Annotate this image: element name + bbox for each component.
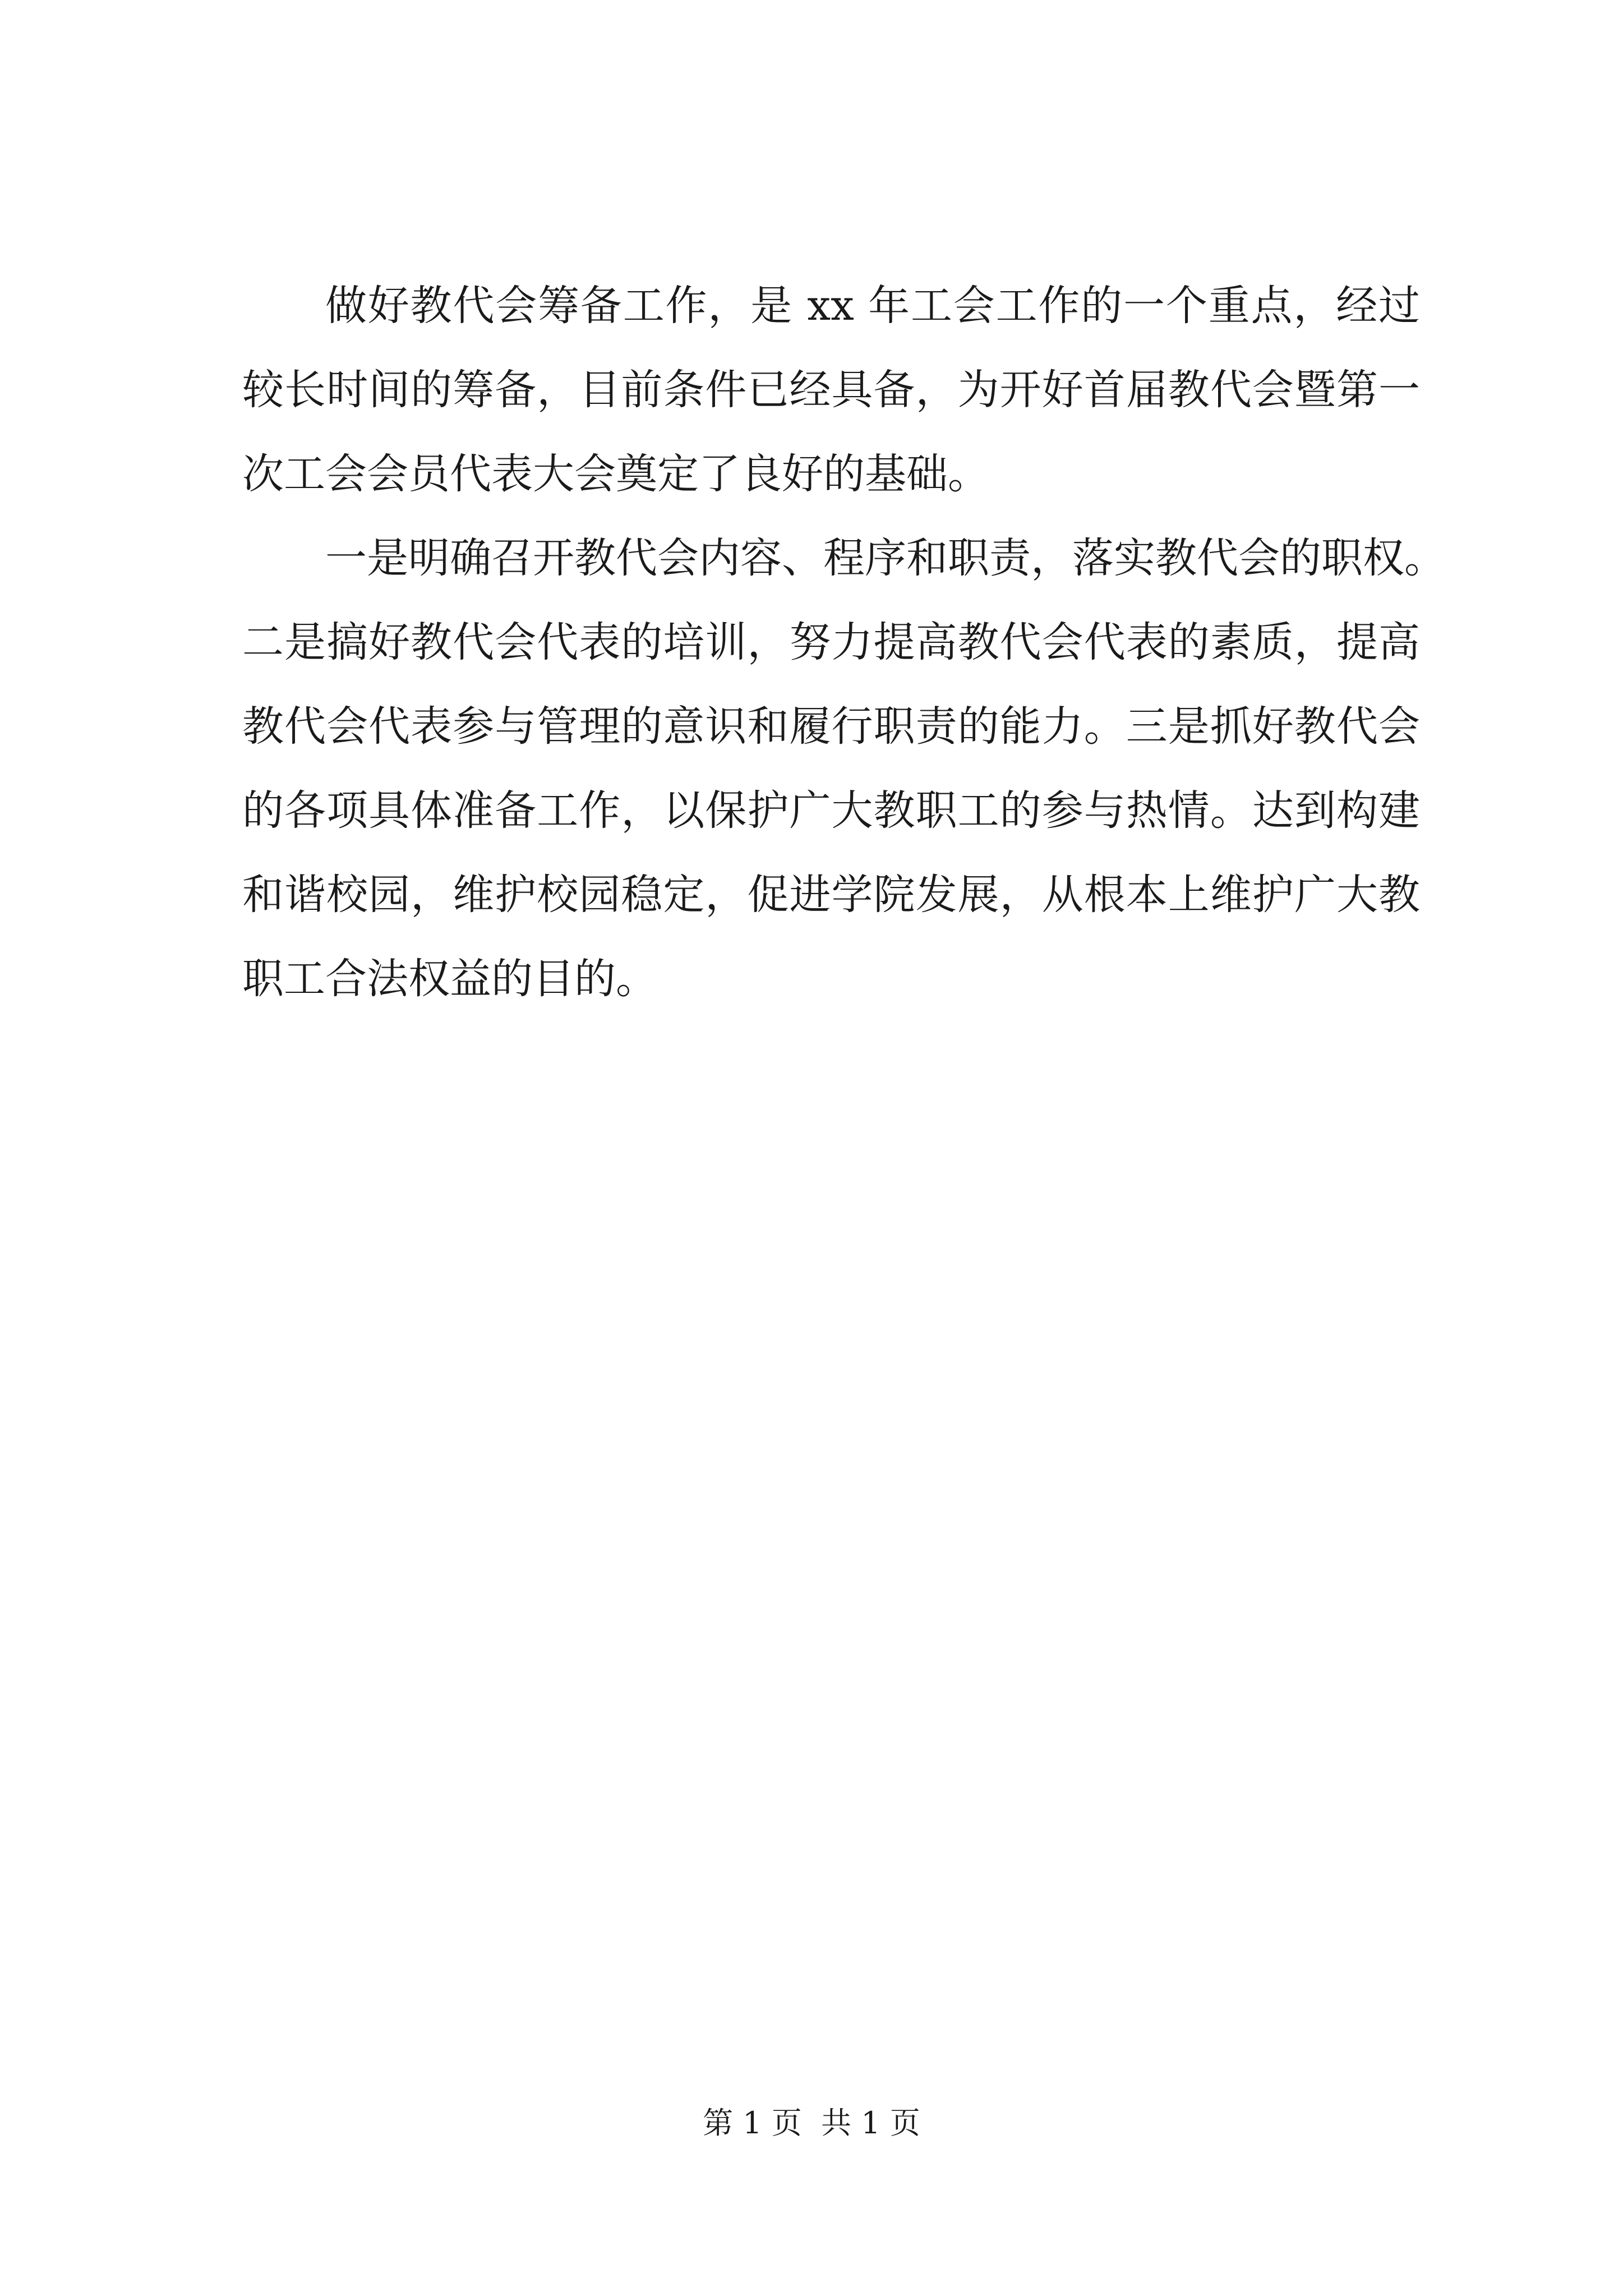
paragraph-line: 二是搞好教代会代表的培训，努力提高教代会代表的素质，提高 — [242, 618, 1420, 666]
paragraph-line: 较长时间的筹备，目前条件已经具备，为开好首届教代会暨第一 — [242, 366, 1420, 414]
document-body — [242, 264, 1446, 1021]
paragraph-line: 的各项具体准备工作，以保护广大教职工的参与热情。达到构建 — [242, 786, 1420, 835]
paragraph-line: 次工会会员代表大会奠定了良好的基础。 — [242, 450, 989, 498]
paragraph-2 — [242, 516, 1446, 1021]
paragraph-line: 一是明确召开教代会内容、程序和职责，落实教代会的职权。 — [325, 534, 1446, 582]
page-footer: 第 1 页 共 1 页 — [703, 2105, 920, 2141]
paragraph-line: 职工合法权益的目的。 — [242, 955, 657, 1003]
paragraph-line: 教代会代表参与管理的意识和履行职责的能力。三是抓好教代会 — [242, 702, 1420, 751]
paragraph-line: 和谐校园，维护校园稳定，促进学院发展，从根本上维护广大教 — [242, 871, 1420, 919]
paragraph-1 — [242, 264, 1420, 516]
paragraph-line: 做好教代会筹备工作，是 xx 年工会工作的一个重点，经过 — [325, 282, 1420, 330]
